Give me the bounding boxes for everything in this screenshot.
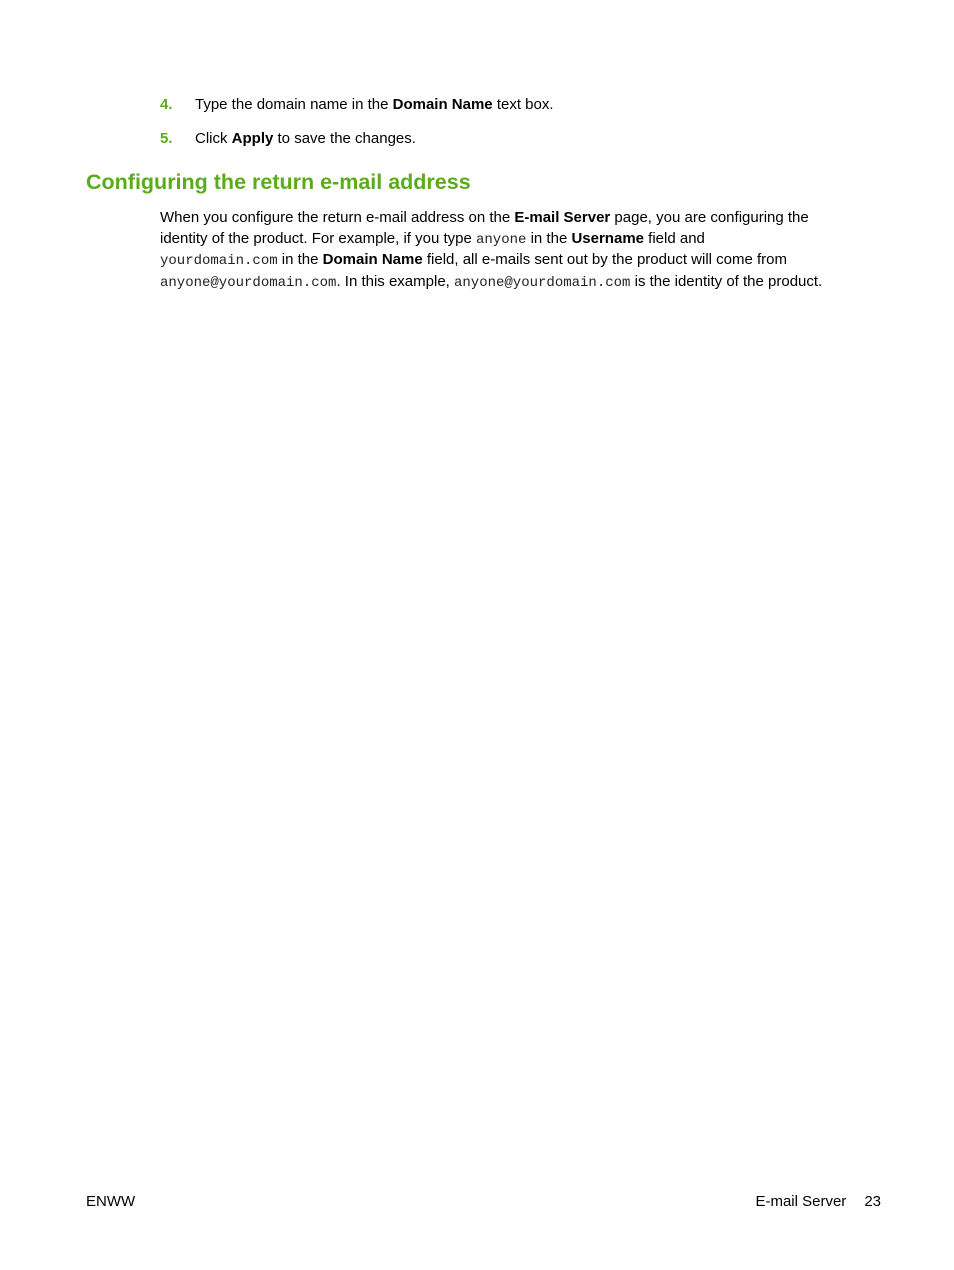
- step-text: Click: [195, 130, 232, 147]
- bold-term: Username: [571, 229, 644, 247]
- footer-right: [755, 1193, 881, 1211]
- paragraph-text: is the identity of the product.: [630, 272, 823, 290]
- page-number: 23: [864, 1193, 881, 1210]
- step-number: 5.: [160, 130, 173, 147]
- step-bold-term: Apply: [231, 130, 274, 147]
- paragraph-text: . In this example,: [336, 272, 454, 290]
- paragraph-text: in the: [277, 251, 323, 268]
- step-4: [160, 96, 554, 114]
- paragraph-text: in the: [526, 229, 572, 247]
- footer-left-label: ENWW: [86, 1193, 136, 1210]
- paragraph-text: identity of the product. For example, if you type: [160, 229, 476, 247]
- paragraph-line: [160, 250, 890, 272]
- step-number: 4.: [160, 96, 173, 113]
- code-text: anyone: [476, 231, 527, 248]
- paragraph-line: [160, 229, 890, 251]
- paragraph-line: [160, 208, 890, 229]
- footer-section-name: E-mail Server: [755, 1193, 847, 1210]
- code-text: anyone@yourdomain.com: [160, 274, 337, 291]
- step-text: text box.: [492, 96, 554, 113]
- paragraph-text: field, all e-mails sent out by the product will come from: [422, 251, 788, 268]
- step-5: [160, 130, 416, 148]
- section-paragraph: [160, 208, 890, 293]
- bold-term: E-mail Server: [514, 209, 611, 226]
- code-text: anyone@yourdomain.com: [454, 274, 631, 291]
- paragraph-text: field and: [644, 229, 705, 247]
- paragraph-line: [160, 272, 890, 294]
- step-bold-term: Domain Name: [392, 96, 493, 113]
- step-text: to save the changes.: [273, 130, 416, 147]
- paragraph-text: page, you are configuring the: [610, 209, 809, 226]
- section-heading: Configuring the return e-mail address: [86, 170, 471, 194]
- step-text: Type the domain name in the: [195, 96, 393, 113]
- bold-term: Domain Name: [322, 251, 423, 268]
- code-text: yourdomain.com: [160, 253, 278, 269]
- paragraph-text: When you configure the return e-mail address on the: [160, 209, 515, 226]
